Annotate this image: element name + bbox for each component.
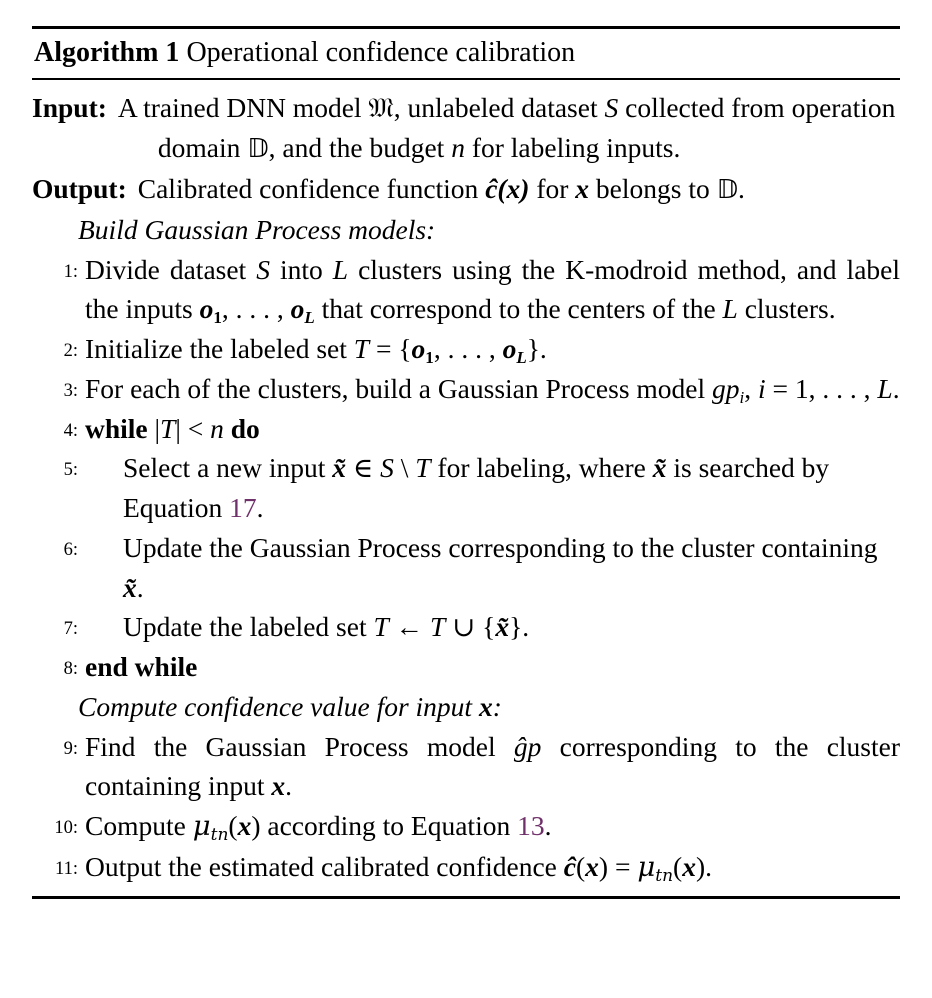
vec-x: x: [478, 690, 493, 722]
step-text: Divide dataset S into L clusters using the K-modroid method, and label the inputs $o_1$, . . . , $o_L$ that correspond to the centers of the L clusters.: [85, 253, 901, 328]
var-gp-i: $gp_i$: [712, 372, 745, 407]
step-row-6: [32, 528, 900, 607]
fn-chat: ĉ: [563, 850, 576, 882]
vec-x: x: [271, 770, 286, 802]
var-t: T: [430, 611, 446, 643]
step-row-3: [32, 369, 900, 409]
var-l: L: [877, 372, 893, 404]
vec-x: x: [682, 850, 696, 882]
step-text: Select a new input x̃ ∈ S \ T for labeling, where x̃ is searched by Equation 17.: [123, 452, 830, 524]
step-row-11: [32, 847, 900, 888]
step-text: while |T| < n do: [85, 412, 260, 444]
vec-x: x: [585, 850, 599, 882]
vec-x-tilde: x̃: [123, 571, 137, 603]
keyword-end-while: end while: [85, 651, 198, 683]
algorithm-number: Algorithm 1: [34, 37, 180, 68]
step-text: Output the estimated calibrated confidence ĉ(x) = $\mu_{tn}(x)$.: [85, 850, 713, 886]
step-number: 2:: [63, 341, 78, 362]
var-i: i: [758, 372, 766, 404]
step-number: 4:: [63, 420, 78, 441]
step-number: 3:: [63, 380, 78, 401]
fn-chat: ĉ(x): [485, 173, 530, 205]
step-text: Compute $\mu_{tn}(x)$ according to Equation 13.: [85, 810, 552, 845]
step-text: Update the labeled set T ← T ∪ {x̃}.: [123, 611, 530, 643]
vec-ol: $o_L$: [290, 293, 315, 328]
var-t: T: [353, 333, 370, 365]
input-text: A trained DNN model 𝔐, unlabeled dataset S collected from operation domain 𝔻, and the budget n for labeling inputs.: [117, 91, 896, 165]
var-t: T: [373, 611, 389, 643]
step-number: 9:: [63, 738, 78, 759]
step-row-4: [32, 409, 900, 449]
keyword-while: while: [85, 412, 148, 444]
bbb-d-symbol: 𝔻: [716, 175, 739, 206]
step-row-9: [32, 727, 900, 806]
vec-x-tilde: x̃: [332, 452, 346, 484]
vec-x-tilde: x̃: [495, 611, 510, 643]
vec-ol: $o_L$: [502, 333, 527, 367]
section-heading-compute: Compute confidence value for input x:: [78, 690, 502, 722]
vec-x-tilde: x̃: [652, 452, 667, 484]
var-l: L: [722, 293, 738, 325]
var-n: n: [451, 132, 465, 164]
vec-x: x: [575, 173, 590, 205]
rule-bottom: [32, 896, 900, 899]
bbb-d-symbol: 𝔻: [247, 134, 269, 165]
io-row-input: [32, 88, 900, 169]
algorithm-block: [32, 26, 900, 899]
step-number: 7:: [63, 619, 78, 640]
algorithm-body: [32, 80, 900, 897]
section-heading-build: Build Gaussian Process models:: [78, 213, 436, 245]
vec-x: x: [237, 810, 252, 841]
output-text: Calibrated confidence function ĉ(x) for x belongs to 𝔻.: [137, 173, 745, 206]
step-row-10: [32, 806, 900, 847]
step-text: For each of the clusters, build a Gaussian Process model $gp_i$, i = 1, . . . , L.: [85, 372, 900, 407]
io-row-output: [32, 169, 900, 210]
step-number: 1:: [63, 261, 78, 282]
algorithm-title: [32, 29, 900, 78]
step-number: 11:: [55, 858, 78, 879]
step-text: Initialize the labeled set $T = \{o_1$, . . . , $o_L$}.: [85, 333, 547, 367]
var-gp-hat: ĝp: [513, 730, 542, 762]
output-label: Output:: [32, 173, 127, 205]
var-l: L: [332, 253, 349, 285]
equation-ref-13[interactable]: 13: [517, 810, 545, 841]
algorithm-caption: Operational confidence calibration: [186, 37, 576, 68]
step-text: Find the Gaussian Process model ĝp corresponding to the cluster containing input x.: [85, 730, 900, 802]
step-number: 5:: [63, 460, 78, 481]
equation-ref-17[interactable]: 17: [229, 492, 257, 524]
mu-tn: $\mu_{tn}$: [192, 810, 229, 845]
vec-o1: $o_1$: [199, 293, 222, 328]
step-row-5: [32, 448, 900, 527]
step-number: 10:: [54, 818, 78, 838]
input-label: Input:: [32, 91, 107, 123]
step-row-2: [32, 329, 900, 369]
step-row-7: [32, 607, 900, 647]
mu-tn: $\mu_{tn}$: [637, 850, 674, 886]
vec-o1: $o_1$: [411, 333, 434, 367]
var-n: n: [210, 412, 224, 444]
keyword-do: do: [230, 412, 260, 444]
var-t: T: [160, 412, 176, 444]
step-row-8: [32, 647, 900, 687]
var-s: S: [380, 452, 394, 484]
var-t: T: [415, 452, 431, 484]
fraktur-m-symbol: 𝔐: [368, 91, 394, 124]
step-row-1: [32, 250, 900, 329]
var-s: S: [604, 91, 619, 123]
var-s: S: [256, 253, 270, 285]
step-number: 8:: [63, 659, 78, 680]
step-number: 6:: [63, 539, 78, 560]
step-text: Update the Gaussian Process corresponding to the cluster containing x̃.: [123, 531, 878, 603]
